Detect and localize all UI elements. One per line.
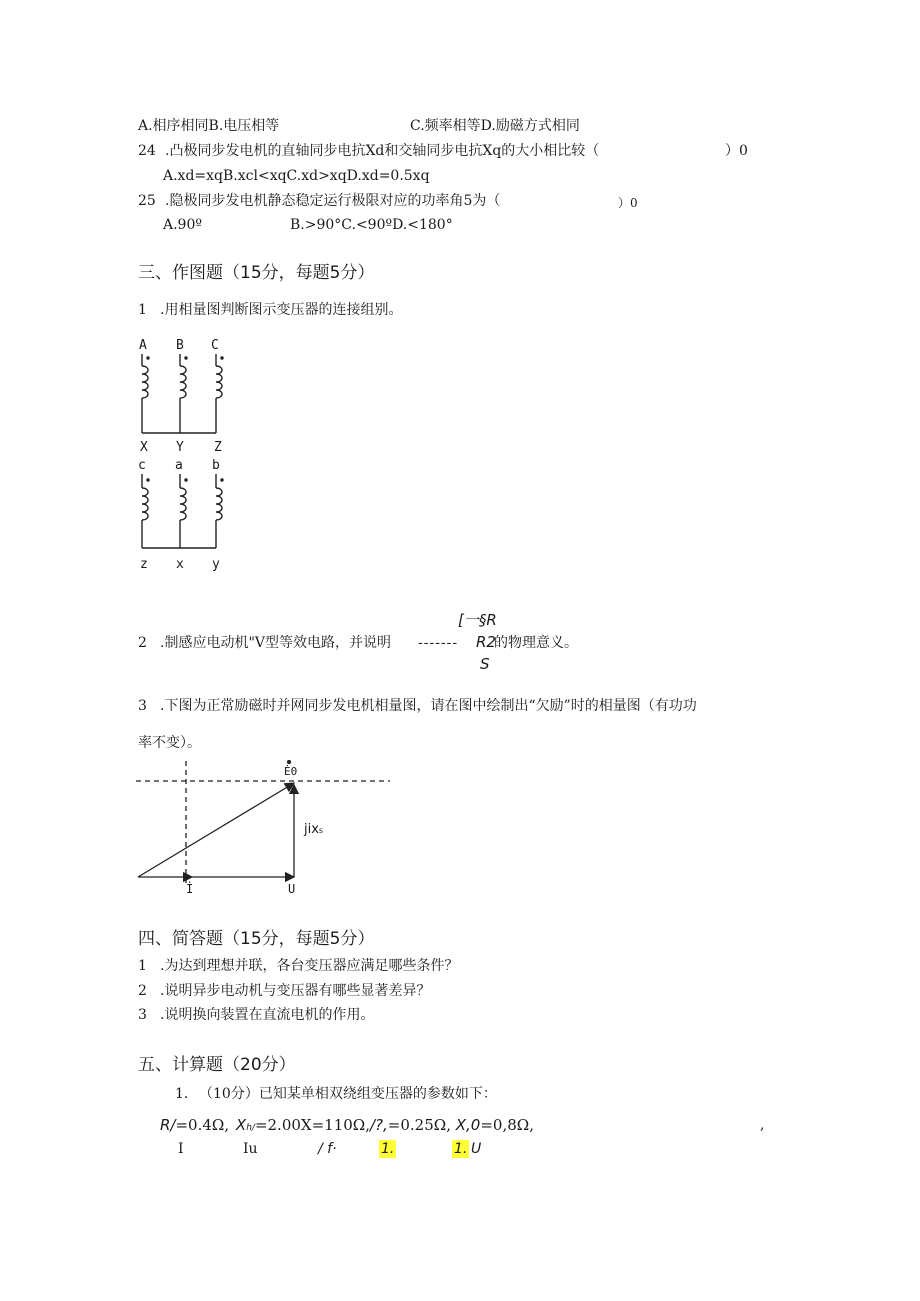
label-end-z-upper: Z (214, 440, 222, 455)
label-u: U (288, 882, 296, 896)
s3-q1-text: .用相量图判断图示变压器的连接组别。 (160, 302, 403, 318)
s5-q1-number: 1. (175, 1086, 189, 1102)
s4-q2-text: .说明异步电动机与变压器有哪些显著差异？ (160, 983, 431, 999)
emf-phasor-e0 (138, 783, 294, 877)
param-x2-value: =0,8Ω, (480, 1116, 534, 1134)
label-i: İ (186, 882, 194, 896)
q24-options: A.xd=xqB.xcl<xqC.xd>xqD.xd=0.5xq (163, 168, 430, 184)
label-jix-sub: s (318, 826, 324, 835)
s4-q2-number: 2 (138, 983, 147, 999)
s3-q2-fraction-bottom: S (480, 655, 490, 673)
s3-q2-number: 2 (138, 635, 147, 651)
label-end-y-upper: Y (176, 440, 184, 455)
sub-f: / f· (318, 1141, 337, 1157)
primary-winding-b (180, 354, 187, 433)
param-x-sub: h/ (246, 1123, 255, 1133)
label-secondary-c: c (138, 458, 146, 473)
q24-tail: ）0 (725, 143, 748, 159)
param-r1-value: =0.4Ω, (175, 1116, 230, 1134)
label-end-x-upper: X (140, 440, 148, 455)
s3-q3-number: 3 (138, 698, 147, 714)
label-jix (304, 823, 323, 838)
s4-q1-number: 1 (138, 958, 147, 974)
param-x2: X, (455, 1116, 471, 1134)
label-e0: Ė0 (284, 765, 298, 778)
s3-q2-r2: R2 (476, 633, 496, 651)
q23-options-cd: C.频率相等D.励磁方式相同 (410, 118, 580, 134)
param-x2-sub: 0 (470, 1116, 481, 1134)
label-primary-a: A (139, 338, 147, 353)
s5-trailing-comma: , (760, 1117, 765, 1133)
s3-q3-text-line2: 率不变）。 (138, 735, 201, 751)
param-r1: R/ (160, 1116, 176, 1134)
q24-stem: .凸极同步发电机的直轴同步电抗Xd和交轴同步电抗Xq的大小相比较（ (165, 143, 600, 159)
s3-q1-number: 1 (138, 302, 147, 318)
label-primary-b: B (176, 338, 184, 353)
secondary-winding-c (142, 474, 149, 548)
e0-dot (288, 761, 291, 764)
label-end-y-lower: y (212, 557, 220, 572)
q24-number: 24 (138, 143, 156, 159)
label-primary-c: C (211, 338, 219, 353)
s5-q1-text: （10分）已知某单相双绕组变压器的参数如下： (199, 1086, 497, 1102)
label-jix-main: jix (304, 822, 319, 837)
param-x: X (235, 1116, 247, 1134)
q25-number: 25 (138, 193, 156, 209)
s4-q3-number: 3 (138, 1007, 147, 1023)
param-r2-value: =0.25Ω, (387, 1116, 451, 1134)
sub-iu: Iu (243, 1141, 258, 1157)
q25-stem: .隐极同步发电机静态稳定运行极限对应的功率角5为（ (165, 193, 501, 209)
q25-tail: ）0 (618, 196, 638, 210)
secondary-winding-a (180, 474, 187, 548)
s3-q3-text: .下图为正常励磁时并网同步发电机相量图，请在图中绘制出“欠励”时的相量图（有功功 (160, 698, 697, 714)
label-secondary-b: b (212, 458, 220, 473)
label-end-z-lower: z (140, 557, 148, 572)
param-x-value: =2.00X=110Ω, (254, 1116, 370, 1134)
section4-title: 四、简答题（15分，每题5分） (138, 929, 375, 949)
section5-title: 五、计算题（20分） (138, 1055, 296, 1075)
phasor-lines (134, 757, 394, 897)
secondary-winding-b (216, 474, 223, 548)
primary-winding-a (142, 354, 149, 433)
sub-i: I (178, 1141, 184, 1157)
q25-options-bcd: B.>90°C.<90ºD.<180° (290, 217, 453, 233)
highlight-1b: 1. (454, 1141, 468, 1157)
primary-winding-c (216, 354, 223, 433)
section3-title: 三、作图题（15分，每题5分） (138, 263, 375, 283)
s5-parameters-line (160, 1116, 534, 1137)
q23-options-ab: A.相序相同B.电压相等 (138, 118, 280, 134)
sub-u: U (471, 1141, 482, 1157)
highlight-1a: 1. (381, 1141, 395, 1157)
s3-q2-text-b: 的物理意义。 (494, 635, 578, 651)
s3-q2-dashes: ------- (418, 635, 459, 651)
label-end-x-lower: x (176, 557, 184, 572)
s4-q1-text: .为达到理想并联，各台变压器应满足哪些条件？ (160, 958, 459, 974)
label-secondary-a: a (175, 458, 183, 473)
param-r2: /?, (370, 1116, 388, 1134)
q25-option-a: A.90º (163, 217, 202, 233)
s4-q3-text: .说明换向装置在直流电机的作用。 (160, 1007, 375, 1023)
transformer-windings (130, 350, 250, 590)
s3-q2-text-a: .制感应电动机"V型等效电路，并说明 (160, 635, 391, 651)
s3-q2-fraction-top: [一§R (458, 611, 497, 629)
